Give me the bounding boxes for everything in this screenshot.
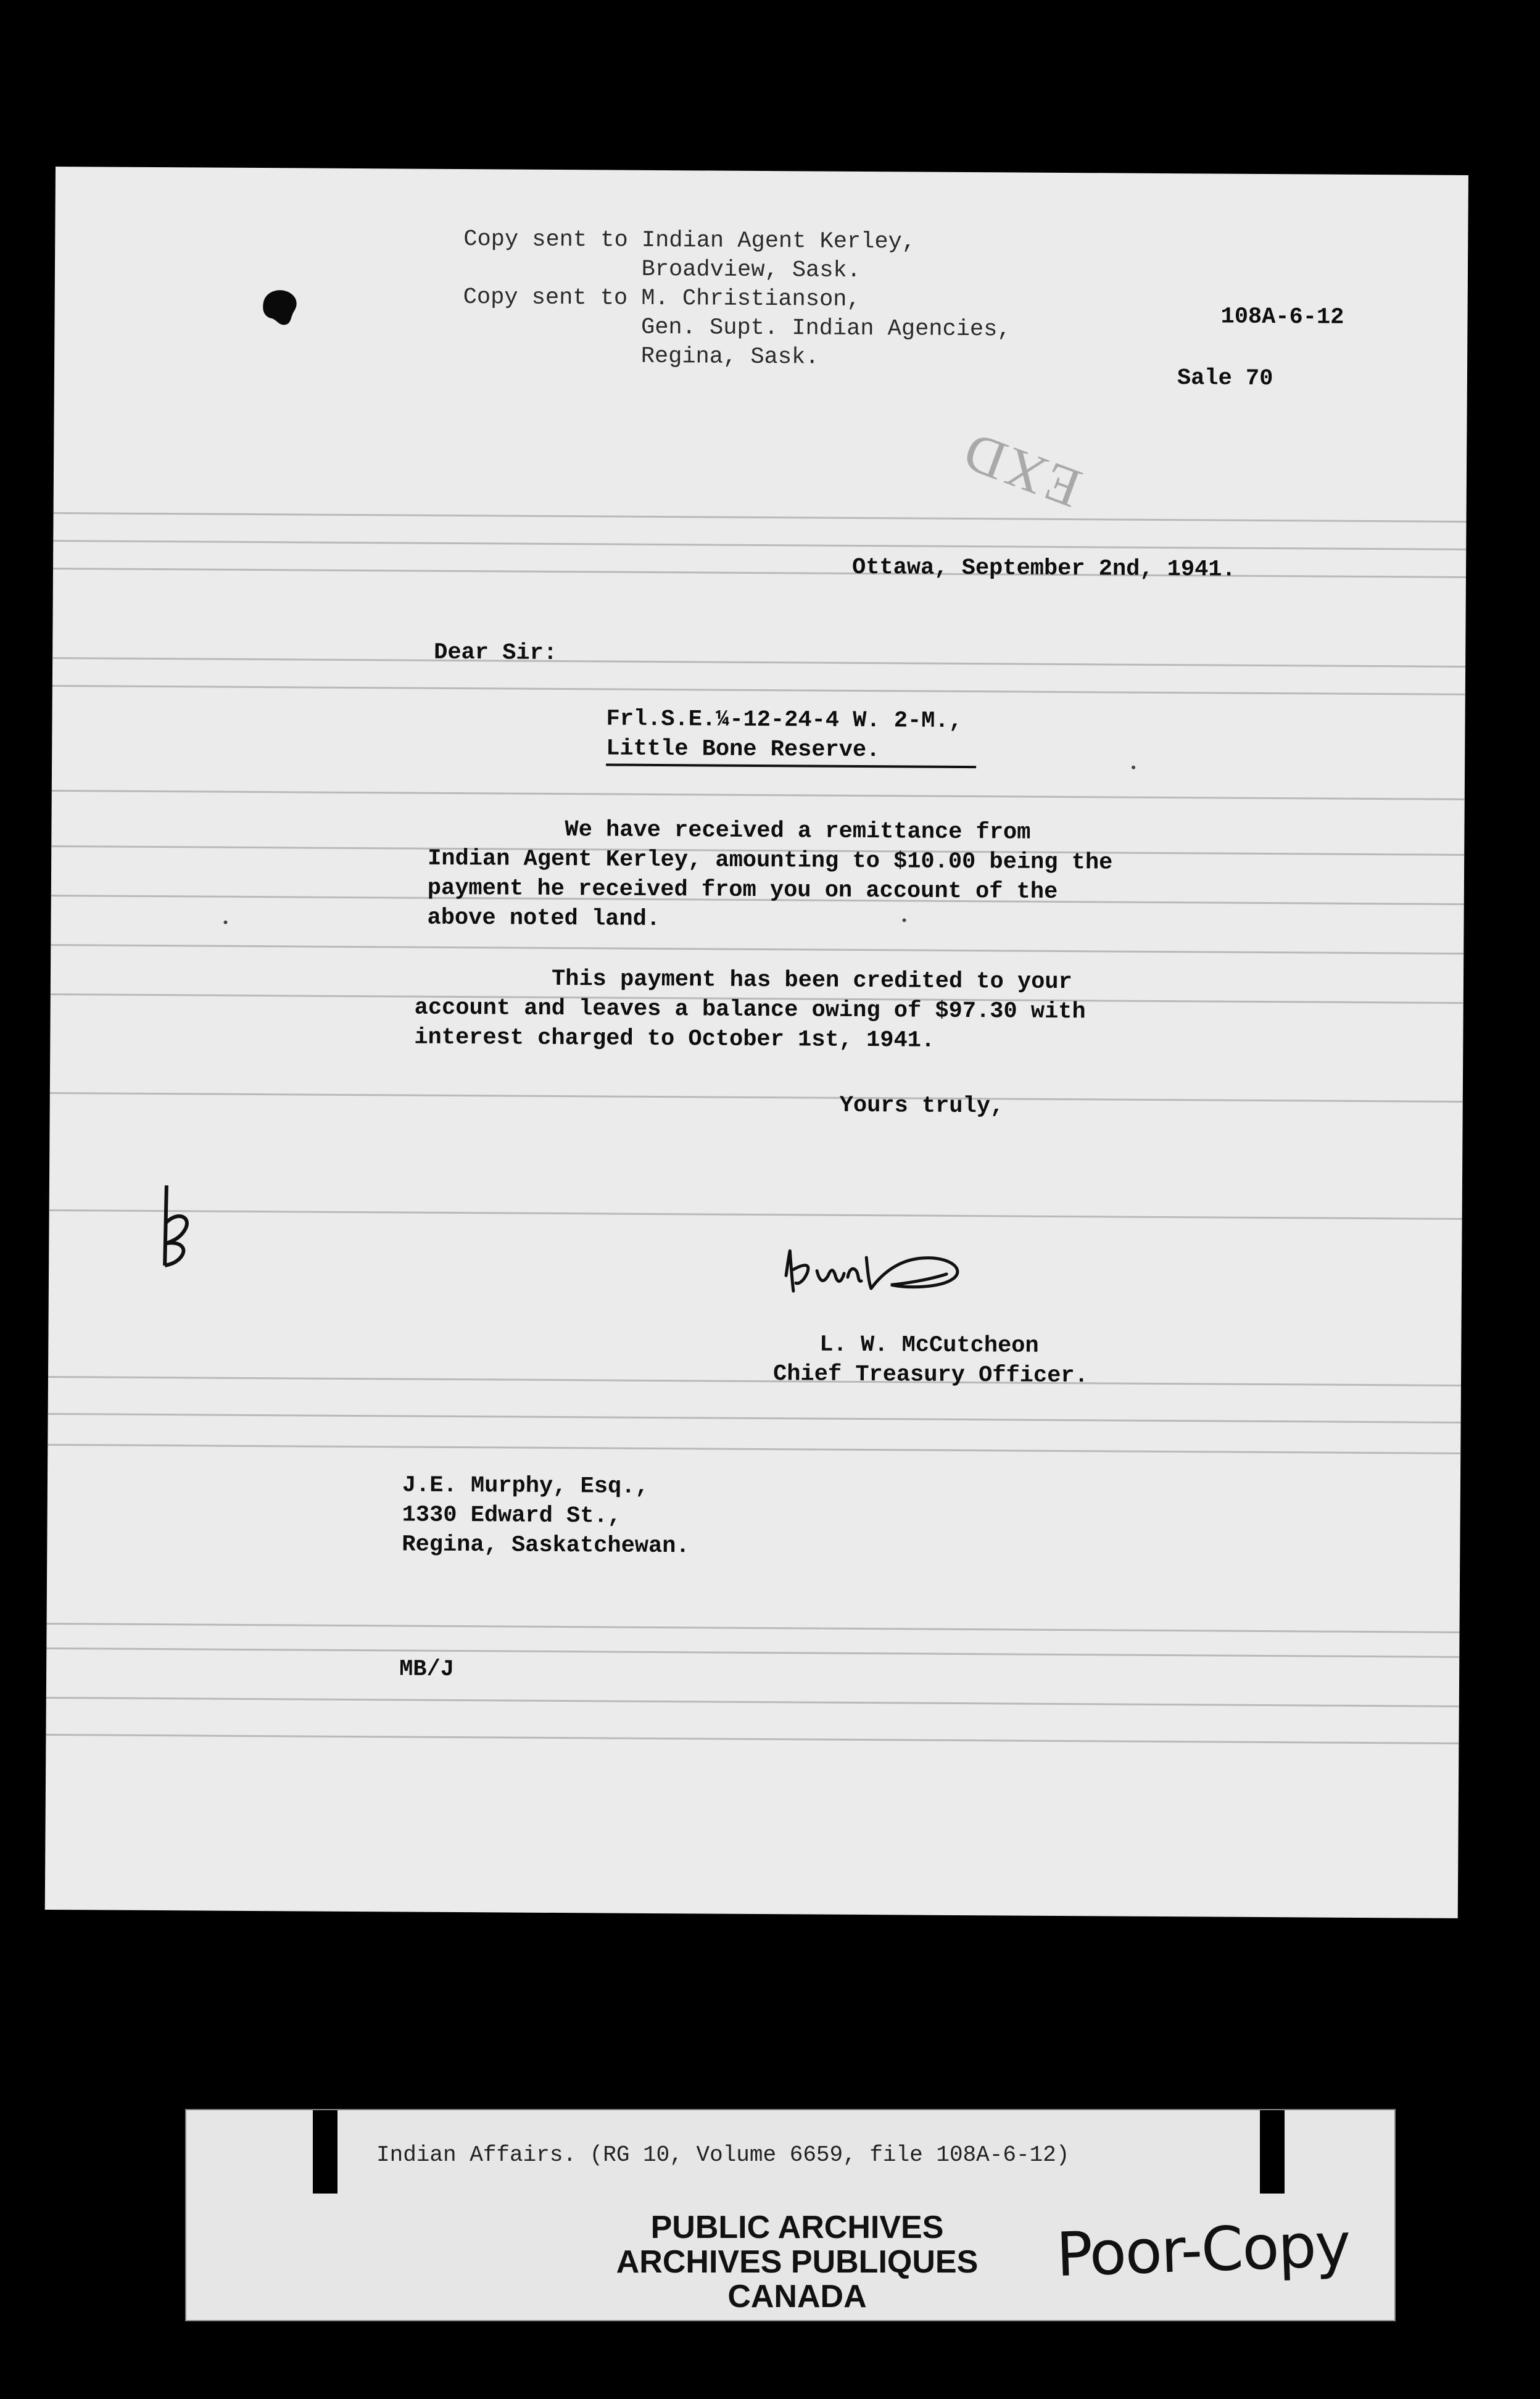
speck (903, 918, 906, 922)
sale-number: Sale 70 (1177, 365, 1273, 392)
ruled-line (48, 1413, 1461, 1423)
typist-initials: MB/J (399, 1656, 455, 1683)
margin-check-mark-icon (154, 1179, 204, 1272)
ruled-line (47, 1623, 1460, 1633)
body-line: interest charged to October 1st, 1941. (414, 1024, 935, 1054)
archives-line: ARCHIVES PUBLIQUES (616, 2244, 979, 2280)
archives-heading (575, 2210, 1019, 2314)
body-line: Indian Agent Kerley, amounting to $10.00 being the (428, 845, 1113, 876)
speck (1132, 766, 1135, 769)
archive-reference: Indian Affairs. (RG 10, Volume 6659, file 108A-6-12) (376, 2142, 1070, 2168)
received-stamp: EXD (953, 420, 1090, 520)
ruled-line (50, 1092, 1463, 1103)
body-line: We have received a remittance from (428, 816, 1031, 846)
ruled-line (46, 1647, 1459, 1658)
ruled-line (52, 790, 1465, 800)
signer-title: Chief Treasury Officer. (772, 1361, 1088, 1390)
copy-line: Copy sent to M. Christianson, (463, 284, 861, 313)
recipient-line: Regina, Saskatchewan. (402, 1531, 690, 1560)
ruled-line (52, 657, 1465, 668)
file-number: 108A-6-12 (1220, 304, 1344, 331)
ruled-line (52, 685, 1465, 695)
signer-name: L. W. McCutcheon (819, 1332, 1039, 1359)
place-date: Ottawa, September 2nd, 1941. (851, 554, 1236, 583)
salutation: Dear Sir: (434, 639, 558, 666)
closing: Yours truly, (839, 1092, 1004, 1120)
body-line: This payment has been credited to your (414, 965, 1072, 996)
signature (780, 1232, 984, 1307)
ruled-line (53, 540, 1466, 550)
subject-line: Little Bone Reserve. (606, 735, 880, 764)
subject-line: Frl.S.E.¼-12-24-4 W. 2-M., (606, 706, 962, 734)
ruled-line (49, 1209, 1462, 1220)
archives-line: CANADA (727, 2279, 867, 2314)
copy-line: Broadview, Sask. (463, 255, 861, 284)
speck (224, 921, 228, 924)
ruled-line (54, 512, 1467, 523)
label-notch (313, 2110, 337, 2194)
recipient-line: J.E. Murphy, Esq., (402, 1472, 649, 1500)
ruled-line (51, 944, 1463, 955)
ruled-line (48, 1376, 1461, 1386)
copy-line: Copy sent to Indian Agent Kerley, (463, 226, 916, 255)
ink-blot-icon (258, 285, 301, 328)
copy-line: Regina, Sask. (463, 342, 819, 371)
copy-line: Gen. Supt. Indian Agencies, (463, 313, 1011, 343)
label-notch (1260, 2110, 1285, 2194)
handwritten-note: Poor-Copy (1055, 2210, 1351, 2291)
ruled-line (46, 1734, 1459, 1744)
letter-page (45, 167, 1468, 1918)
body-line: payment he received from you on account of the (427, 875, 1058, 905)
ruled-line (53, 568, 1466, 578)
recipient-line: 1330 Edward St., (402, 1502, 622, 1530)
archive-label (185, 2109, 1396, 2321)
ruled-line (46, 1697, 1459, 1707)
archives-line: PUBLIC ARCHIVES (650, 2210, 944, 2245)
body-line: account and leaves a balance owing of $97.30 with (414, 995, 1086, 1025)
ruled-line (48, 1444, 1460, 1454)
body-line: above noted land. (427, 905, 661, 933)
subject-underline (606, 763, 976, 768)
